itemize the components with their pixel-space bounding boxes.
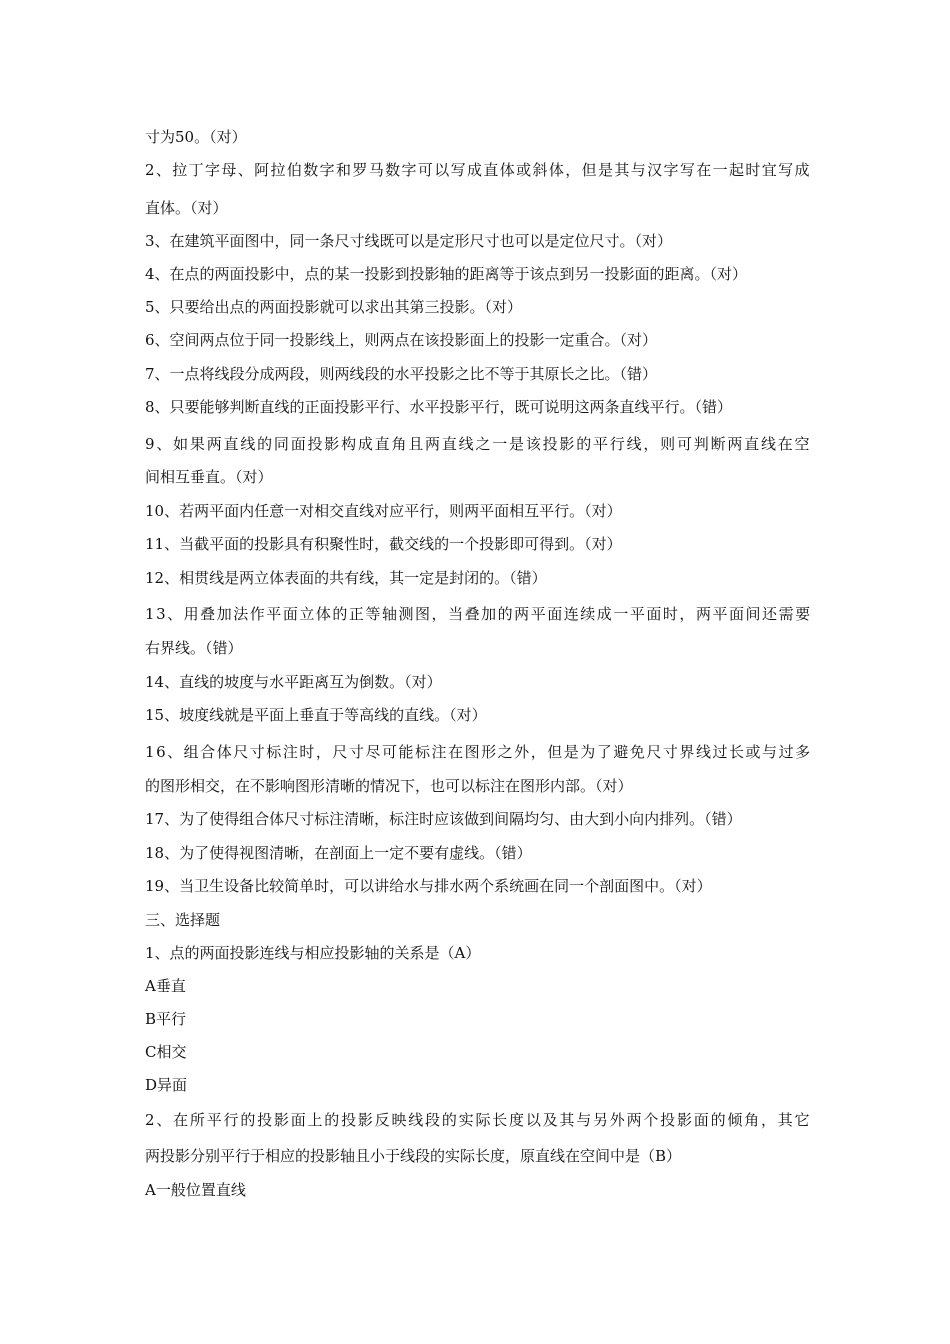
text-line: 1、点的两面投影连线与相应投影轴的关系是（A）	[145, 944, 481, 962]
text-line: 7、一点将线段分成两段，则两线段的水平投影之比不等于其原长之比。（错）	[145, 365, 658, 383]
text-line: B平行	[145, 1010, 187, 1028]
text-line: 2、在所平行的投影面上的投影反映线段的实际长度以及其与另外两个投影面的倾角，其它	[145, 1111, 812, 1129]
text-line: A一般位置直线	[145, 1181, 246, 1199]
text-line: A垂直	[145, 977, 186, 995]
text-line: 的图形相交，在不影响图形清晰的情况下，也可以标注在图形内部。（对）	[145, 777, 633, 795]
text-line: 4、在点的两面投影中，点的某一投影到投影轴的距离等于该点到另一投影面的距离。（对）	[145, 265, 748, 283]
text-line: 19、当卫生设备比较简单时，可以讲给水与排水两个系统画在同一个剖面图中。（对）	[145, 877, 712, 895]
text-line: 13、用叠加法作平面立体的正等轴测图，当叠加的两平面连续成一平面时，两平面间还需要	[145, 605, 812, 623]
text-line: 14、直线的坡度与水平距离互为倒数。（对）	[145, 673, 442, 691]
text-line: 18、为了使得视图清晰，在剖面上一定不要有虚线。（错）	[145, 844, 532, 862]
text-line: 5、只要给出点的两面投影就可以求出其第三投影。（对）	[145, 298, 523, 316]
text-line: 直体。（对）	[145, 199, 228, 217]
text-line: 6、空间两点位于同一投影线上，则两点在该投影面上的投影一定重合。（对）	[145, 331, 658, 349]
text-line: 10、若两平面内任意一对相交直线对应平行，则两平面相互平行。（对）	[145, 502, 622, 520]
text-line: 15、坡度线就是平面上垂直于等高线的直线。（对）	[145, 706, 487, 724]
text-line: 17、为了使得组合体尺寸标注清晰，标注时应该做到间隔均匀、由大到小向内排列。（错）	[145, 810, 742, 828]
text-line: 12、相贯线是两立体表面的共有线，其一定是封闭的。（错）	[145, 569, 547, 587]
text-line: 3、在建筑平面图中，同一条尺寸线既可以是定形尺寸也可以是定位尺寸。（对）	[145, 232, 673, 250]
text-line: 11、当截平面的投影具有积聚性时，截交线的一个投影即可得到。（对）	[145, 535, 622, 553]
text-line: 9、如果两直线的同面投影构成直角且两直线之一是该投影的平行线，则可判断两直线在空	[145, 435, 812, 453]
text-line: 寸为50。（对）	[145, 128, 247, 146]
text-line: D异面	[145, 1076, 188, 1094]
text-line: 右界线。（错）	[145, 639, 243, 657]
text-line: 16、组合体尺寸标注时，尺寸尽可能标注在图形之外，但是为了避免尺寸界线过长或与过多	[145, 743, 812, 761]
text-line: 两投影分别平行于相应的投影轴且小于线段的实际长度，原直线在空间中是（B）	[145, 1147, 682, 1165]
text-line: 2、拉丁字母、阿拉伯数字和罗马数字可以写成直体或斜体，但是其与汉字写在一起时宜写成	[145, 161, 811, 179]
text-line: 8、只要能够判断直线的正面投影平行、水平投影平行，既可说明这两条直线平行。（错）	[145, 398, 733, 416]
text-line: 间相互垂直。（对）	[145, 468, 273, 486]
text-line: C相交	[145, 1043, 187, 1061]
text-line: 三、选择题	[145, 911, 221, 929]
